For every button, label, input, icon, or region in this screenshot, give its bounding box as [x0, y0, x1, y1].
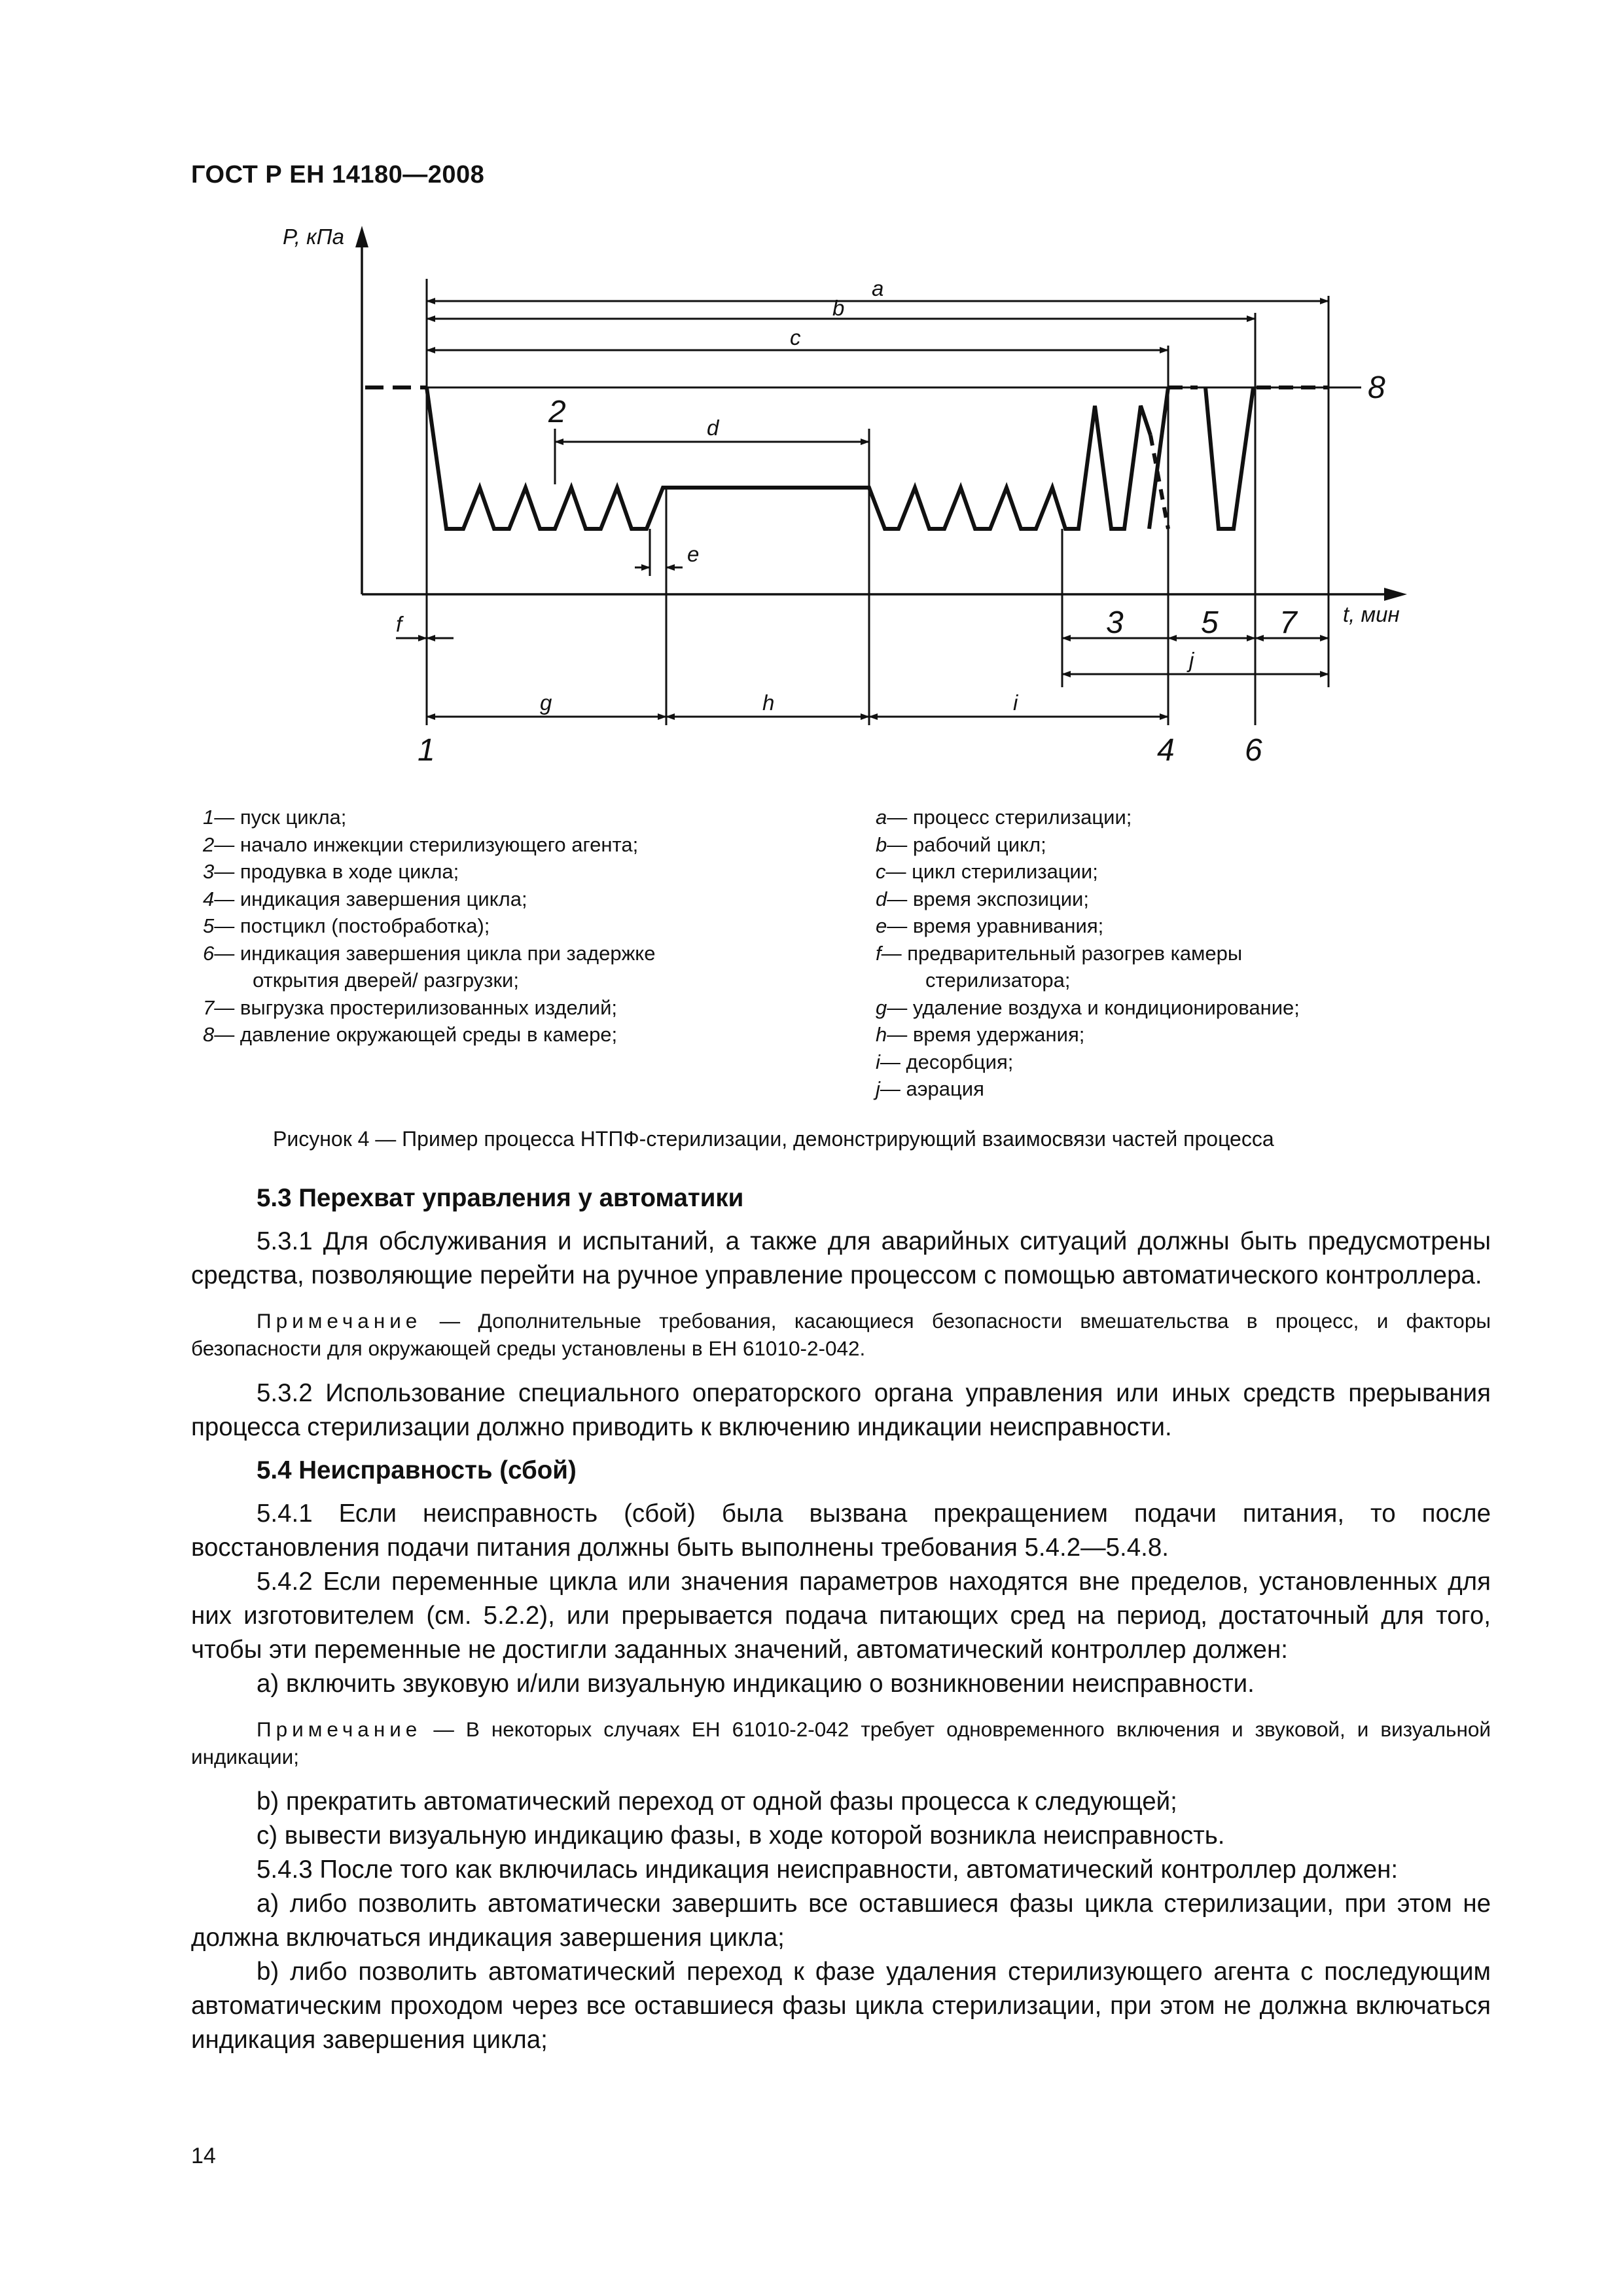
- para-5-4-2-c: c) вывести визуальную индикацию фазы, в ходе которой возникла неисправность.: [257, 1821, 1225, 1850]
- para-5-4-2: 5.4.2 Если переменные цикла или значения параметров находятся вне пределов, установленных для них изготовителем (см. 5.2.2), или прерывается подача питающих сред на период, достаточный для того, чтобы эти переменные не достигли заданных значений, автоматический контроллер должен:: [191, 1568, 1491, 1664]
- legend-item: [876, 1075, 1300, 1103]
- marker-2: 2: [548, 395, 566, 429]
- legend-item: [203, 886, 655, 913]
- legend-key: i: [876, 1050, 880, 1073]
- legend-text: — начало инжекции стерилизующего агента;: [214, 833, 639, 856]
- legend-text: стерилизатора;: [925, 969, 1071, 992]
- process-diagram: [0, 0, 1623, 851]
- legend-item: [876, 1021, 1300, 1049]
- figure-caption: Рисунок 4 — Пример процесса НТПФ-стерилизации, демонстрирующий взаимосвязи частей процесса: [273, 1127, 1274, 1151]
- legend-item: [876, 912, 1300, 940]
- section-5-3-title: 5.3 Перехват управления у автоматики: [257, 1184, 744, 1212]
- legend-key: 6: [203, 941, 215, 965]
- legend-item: [203, 994, 655, 1022]
- legend-item: [876, 967, 1300, 994]
- legend-key: d: [876, 887, 887, 910]
- marker-5: 5: [1201, 605, 1219, 640]
- legend-item: [876, 858, 1300, 886]
- legend-item: [876, 886, 1300, 913]
- marker-4: 4: [1157, 733, 1175, 768]
- label-b: b: [832, 296, 845, 320]
- legend-key: 7: [203, 996, 215, 1019]
- legend-text: — продувка в ходе цикла;: [214, 860, 459, 883]
- legend-key: g: [876, 996, 887, 1019]
- x-axis-arrow: [1384, 588, 1407, 601]
- marker-7: 7: [1279, 605, 1297, 640]
- legend-item: [203, 858, 655, 886]
- legend-key: 4: [203, 887, 215, 910]
- legend-item: [203, 912, 655, 940]
- para-5-4-1: 5.4.1 Если неисправность (сбой) была вызвана прекращением подачи питания, то после восстановления подачи питания должны быть выполнены требования 5.4.2—5.4.8.: [191, 1499, 1491, 1562]
- legend-key: 1: [203, 806, 215, 829]
- legend-text: — постцикл (постобработка);: [214, 914, 490, 937]
- legend-text: — десорбция;: [880, 1050, 1014, 1073]
- legend-key: 5: [203, 914, 215, 937]
- label-i: i: [1013, 691, 1018, 715]
- legend-item: [203, 1021, 655, 1049]
- legend-left: [203, 804, 655, 1049]
- legend-key: 2: [203, 833, 215, 856]
- note-label: Примечание: [257, 1717, 422, 1741]
- legend-text: — время экспозиции;: [887, 887, 1089, 910]
- label-g: g: [540, 691, 552, 715]
- legend-item: [203, 831, 655, 859]
- legend-text: — время удержания;: [887, 1023, 1085, 1046]
- label-j: j: [1189, 648, 1194, 672]
- para-5-3-1: 5.3.1 Для обслуживания и испытаний, а также для аварийных ситуаций должны быть предусмотрены средства, позволяющие перейти на ручное управление процессом с помощью автоматического контроллера.: [191, 1227, 1491, 1289]
- legend-item: [203, 940, 655, 967]
- note-1: [191, 1307, 1491, 1362]
- legend-key: 8: [203, 1023, 215, 1046]
- page-number: 14: [191, 2144, 216, 2168]
- legend-text: — время уравнивания;: [887, 914, 1104, 937]
- legend-text: — предварительный разогрев камеры: [881, 941, 1243, 965]
- legend-text: открытия дверей/ разгрузки;: [253, 969, 519, 992]
- legend-text: — рабочий цикл;: [887, 833, 1046, 856]
- label-f: f: [396, 612, 402, 636]
- para-5-4-2-b: b) прекратить автоматический переход от одной фазы процесса к следующей;: [257, 1787, 1177, 1816]
- legend-text: — пуск цикла;: [214, 806, 347, 829]
- legend-text: — выгрузка простерилизованных изделий;: [214, 996, 618, 1019]
- legend-item: [876, 940, 1300, 967]
- legend-item: [203, 804, 655, 831]
- legend-key: 3: [203, 860, 215, 883]
- label-c: c: [790, 325, 801, 350]
- label-e: e: [687, 542, 700, 566]
- legend-item: [876, 804, 1300, 831]
- body-text: [191, 1181, 1491, 2057]
- label-h: h: [762, 691, 775, 715]
- marker-8: 8: [1368, 370, 1385, 405]
- para-5-4-3: 5.4.3 После того как включилась индикация неисправности, автоматический контроллер должен:: [257, 1856, 1399, 1884]
- legend-key: c: [876, 860, 886, 883]
- note-1-text: — Дополнительные требования, касающиеся безопасности вмешательства в процесс, и факторы безопасности для окружающей среды установлены в ЕН 61010-2-042.: [191, 1309, 1491, 1360]
- legend-text: — давление окружающей среды в камере;: [214, 1023, 618, 1046]
- x-axis-label: t, мин: [1343, 602, 1400, 626]
- legend-key: e: [876, 914, 887, 937]
- label-d: d: [707, 416, 719, 440]
- legend-text: — индикация завершения цикла;: [214, 887, 527, 910]
- legend-item: [876, 994, 1300, 1022]
- legend-key: j: [876, 1077, 880, 1100]
- para-5-4-3-b: b) либо позволить автоматический переход к фазе удаления стерилизующего агента с последующим автоматическим проходом через все оставшиеся фазы цикла стерилизации, при этом не должна включаться индикация завершения цикла;: [191, 1958, 1491, 2054]
- document-header: ГОСТ Р ЕН 14180—2008: [191, 161, 485, 188]
- para-5-4-3-a: a) либо позволить автоматически завершить все оставшиеся фазы цикла стерилизации, при этом не должна включаться индикация завершения цикла;: [191, 1890, 1491, 1952]
- label-a: a: [872, 276, 884, 300]
- legend-text: — индикация завершения цикла при задержке: [214, 941, 656, 965]
- para-5-3-2: 5.3.2 Использование специального операторского органа управления или иных средств прерывания процесса стерилизации должно приводить к включению индикации неисправности.: [191, 1379, 1491, 1441]
- legend-key: a: [876, 806, 887, 829]
- legend-key: b: [876, 833, 887, 856]
- legend-right: [876, 804, 1300, 1103]
- legend-key: f: [876, 941, 882, 965]
- y-axis-arrow: [355, 226, 368, 247]
- note-label: Примечание: [257, 1309, 422, 1333]
- legend-item: [876, 1049, 1300, 1076]
- pressure-curve: [427, 387, 1150, 529]
- marker-1: 1: [418, 733, 435, 768]
- legend-text: — цикл стерилизации;: [885, 860, 1098, 883]
- legend-text: — процесс стерилизации;: [887, 806, 1132, 829]
- legend-text: — аэрация: [880, 1077, 984, 1100]
- y-axis-label: P, кПа: [283, 224, 344, 249]
- note-2-text: — В некоторых случаях ЕН 61010-2-042 требует одновременного включения и звуковой, и визуальной индикации;: [191, 1717, 1491, 1768]
- note-2: [191, 1715, 1491, 1770]
- legend-item: [876, 831, 1300, 859]
- marker-3: 3: [1106, 605, 1124, 640]
- legend-text: — удаление воздуха и кондиционирование;: [887, 996, 1300, 1019]
- para-5-4-2-a: a) включить звуковую и/или визуальную индикацию о возникновении неисправности.: [257, 1670, 1255, 1698]
- marker-6: 6: [1245, 733, 1262, 768]
- section-5-4-title: 5.4 Неисправность (сбой): [257, 1456, 577, 1484]
- legend-key: h: [876, 1023, 887, 1046]
- legend-item: [203, 967, 655, 994]
